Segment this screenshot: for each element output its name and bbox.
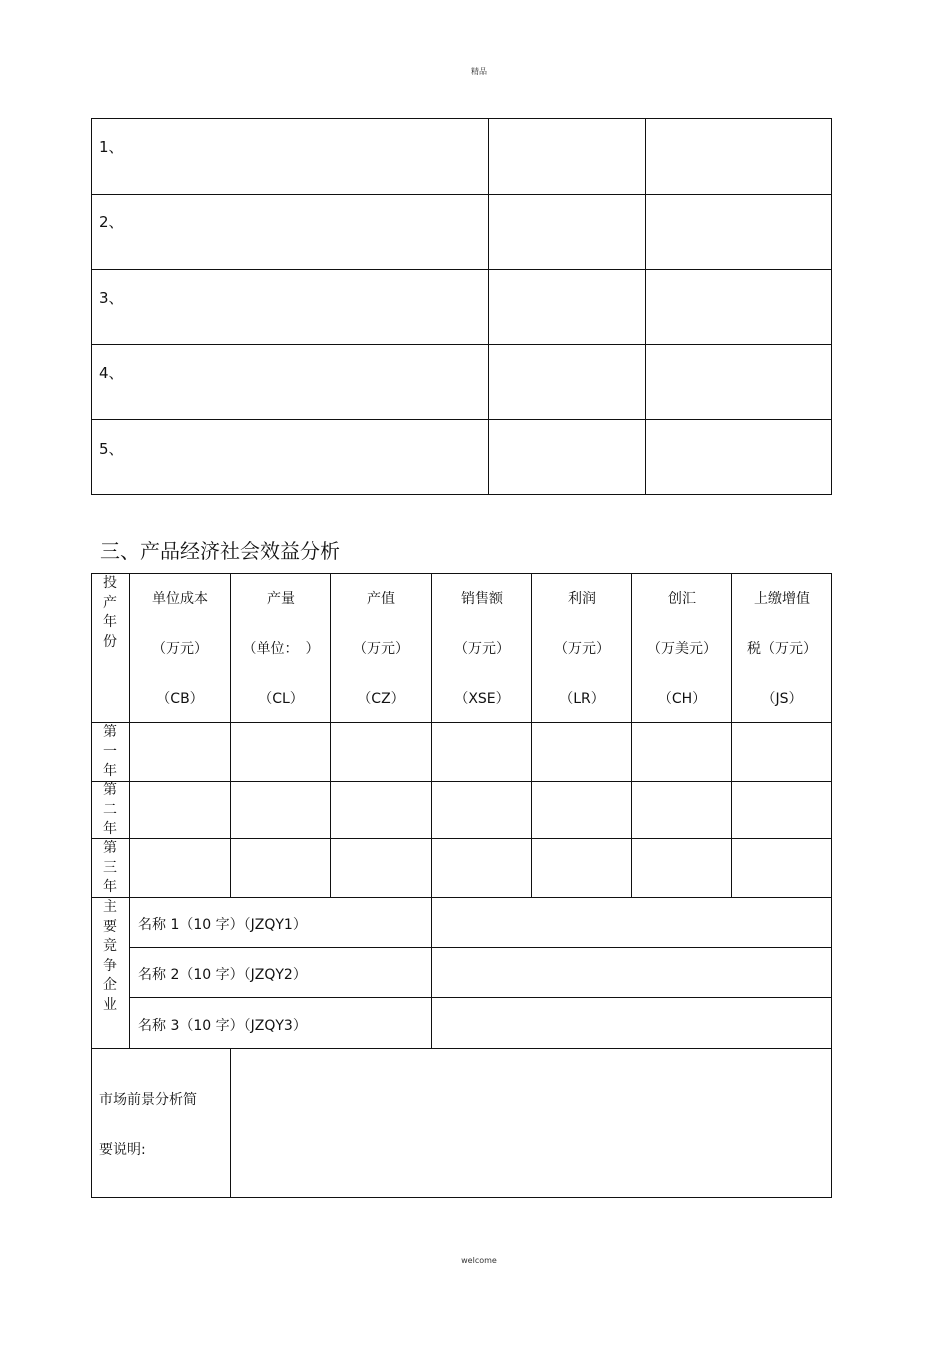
column-header-vat: 上缴增值 税（万元） （JS） bbox=[747, 591, 817, 707]
year-header: 投产年份 bbox=[103, 575, 117, 650]
row-divider bbox=[92, 781, 831, 782]
row-divider bbox=[92, 419, 831, 420]
row-divider bbox=[129, 997, 831, 998]
row-divider bbox=[129, 947, 831, 948]
column-header-output: 产量 （单位： ） （CL） bbox=[242, 591, 320, 707]
row-divider bbox=[92, 194, 831, 195]
row-number: 4、 bbox=[99, 364, 124, 382]
header-watermark: 精品 bbox=[471, 67, 487, 76]
market-analysis-label: 市场前景分析简 bbox=[99, 1092, 197, 1108]
row-number: 1、 bbox=[99, 138, 124, 156]
column-header-foreign-exchange: 创汇 （万美元） （CH） bbox=[647, 591, 717, 707]
section-title: 三、产品经济社会效益分析 bbox=[100, 539, 340, 563]
year-label: 第二年 bbox=[103, 782, 117, 837]
row-divider bbox=[92, 1048, 831, 1049]
competitor-name-label: 名称 3（10 字）（JZQY3） bbox=[138, 1018, 307, 1034]
row-divider bbox=[92, 897, 831, 898]
competitor-name-label: 名称 2（10 字）（JZQY2） bbox=[138, 967, 307, 983]
year-label: 第一年 bbox=[103, 724, 117, 779]
footer-watermark: welcome bbox=[461, 1256, 497, 1265]
column-header-cost: 单位成本 （万元） （CB） bbox=[152, 591, 208, 707]
row-divider bbox=[92, 838, 831, 839]
row-number: 5、 bbox=[99, 440, 124, 458]
row-number: 3、 bbox=[99, 289, 124, 307]
column-divider bbox=[488, 119, 489, 494]
benefit-analysis-table bbox=[91, 573, 832, 1198]
column-header-output-value: 产值 （万元） （CZ） bbox=[353, 591, 409, 707]
row-number: 2、 bbox=[99, 213, 124, 231]
market-analysis-label: 要说明: bbox=[99, 1142, 146, 1158]
column-divider bbox=[230, 1048, 231, 1198]
column-header-profit: 利润 （万元） （LR） bbox=[554, 591, 610, 707]
competitor-name-label: 名称 1（10 字）（JZQY1） bbox=[138, 917, 307, 933]
row-divider bbox=[92, 344, 831, 345]
column-header-sales: 销售额 （万元） （XSE） bbox=[454, 591, 510, 707]
items-table bbox=[91, 118, 832, 495]
column-divider bbox=[645, 119, 646, 494]
competitors-label: 主要竞争企业 bbox=[103, 899, 117, 1013]
year-label: 第三年 bbox=[103, 840, 117, 895]
row-divider bbox=[92, 269, 831, 270]
